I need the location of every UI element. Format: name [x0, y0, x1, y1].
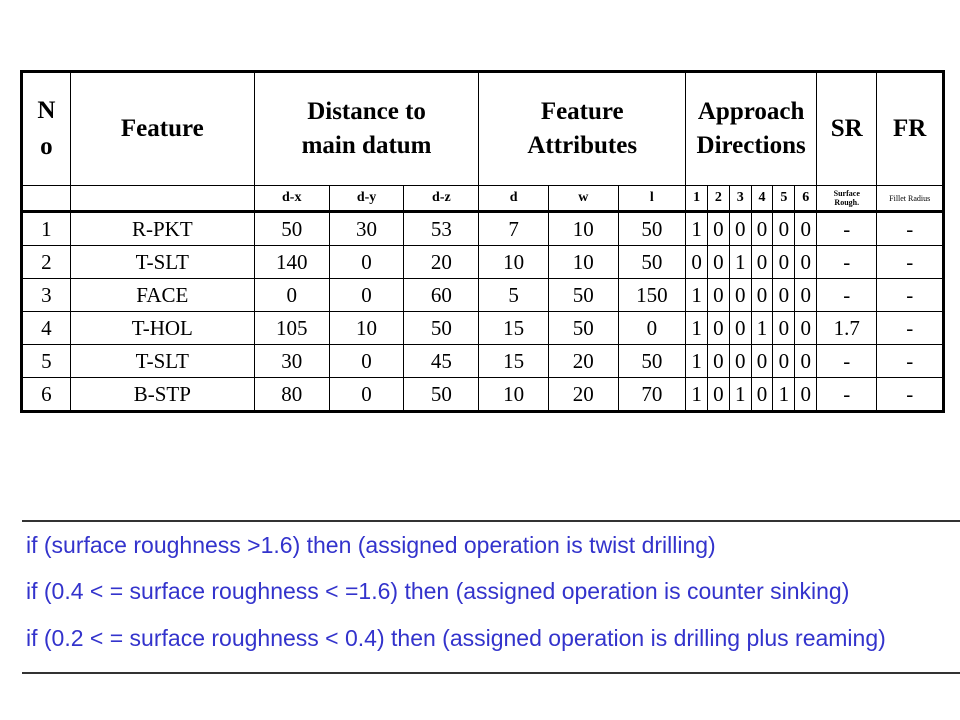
- cell-dz: 53: [404, 212, 479, 246]
- cell-dz: 50: [404, 378, 479, 412]
- cell-no: 5: [22, 345, 71, 378]
- feature-table: [20, 70, 945, 413]
- subheader-empty-feature: [70, 186, 254, 212]
- cell-l: 70: [618, 378, 686, 412]
- cell-dz: 20: [404, 246, 479, 279]
- subheader-dz: d-z: [404, 186, 479, 212]
- header-feature: Feature: [70, 72, 254, 186]
- cell-dy: 10: [329, 312, 404, 345]
- cell-feature: T-SLT: [70, 246, 254, 279]
- cell-w: 50: [548, 312, 618, 345]
- cell-dir5: 0: [773, 279, 795, 312]
- cell-dir5: 0: [773, 345, 795, 378]
- subheader-dir6: 6: [795, 186, 817, 212]
- table-subheader-row: [22, 186, 944, 212]
- cell-dir2: 0: [707, 312, 729, 345]
- cell-d: 10: [479, 246, 549, 279]
- rule-line: if (0.2 < = surface roughness < 0.4) then (assigned operation is drilling plus reaming): [26, 625, 886, 651]
- cell-dir4: 0: [751, 378, 773, 412]
- cell-sr: -: [817, 212, 877, 246]
- header-approach: Approach Directions: [686, 72, 817, 186]
- cell-w: 10: [548, 246, 618, 279]
- cell-dz: 50: [404, 312, 479, 345]
- cell-w: 20: [548, 345, 618, 378]
- cell-sr: -: [817, 246, 877, 279]
- cell-dir3: 1: [729, 378, 751, 412]
- cell-dir2: 0: [707, 279, 729, 312]
- cell-l: 50: [618, 212, 686, 246]
- cell-dir3: 0: [729, 345, 751, 378]
- cell-d: 15: [479, 312, 549, 345]
- cell-l: 0: [618, 312, 686, 345]
- cell-dz: 60: [404, 279, 479, 312]
- cell-dy: 0: [329, 378, 404, 412]
- table-row: [22, 378, 944, 412]
- cell-dy: 0: [329, 345, 404, 378]
- table-row: [22, 312, 944, 345]
- cell-feature: T-SLT: [70, 345, 254, 378]
- table-row: [22, 212, 944, 246]
- subheader-empty-no: [22, 186, 71, 212]
- cell-dir6: 0: [795, 212, 817, 246]
- subheader-fr: Fillet Radius: [877, 186, 944, 212]
- cell-feature: B-STP: [70, 378, 254, 412]
- table-body: [22, 212, 944, 412]
- cell-dx: 0: [254, 279, 329, 312]
- cell-dir6: 0: [795, 378, 817, 412]
- cell-dir6: 0: [795, 312, 817, 345]
- cell-dir4: 1: [751, 312, 773, 345]
- cell-dir4: 0: [751, 279, 773, 312]
- cell-dir2: 0: [707, 378, 729, 412]
- cell-dir6: 0: [795, 246, 817, 279]
- table-row: [22, 345, 944, 378]
- cell-feature: T-HOL: [70, 312, 254, 345]
- cell-fr: -: [877, 312, 944, 345]
- cell-dir1: 1: [686, 279, 708, 312]
- cell-fr: -: [877, 345, 944, 378]
- cell-dir4: 0: [751, 212, 773, 246]
- cell-dir1: 1: [686, 378, 708, 412]
- cell-dx: 30: [254, 345, 329, 378]
- header-distance: Distance to main datum: [254, 72, 479, 186]
- cell-w: 20: [548, 378, 618, 412]
- cell-dir4: 0: [751, 246, 773, 279]
- header-fr: FR: [877, 72, 944, 186]
- cell-dir3: 0: [729, 212, 751, 246]
- cell-dir2: 0: [707, 212, 729, 246]
- cell-sr: -: [817, 378, 877, 412]
- cell-dir1: 1: [686, 345, 708, 378]
- cell-no: 4: [22, 312, 71, 345]
- header-no: N o: [22, 72, 71, 186]
- subheader-dir4: 4: [751, 186, 773, 212]
- subheader-l: l: [618, 186, 686, 212]
- cell-l: 50: [618, 246, 686, 279]
- cell-sr: -: [817, 345, 877, 378]
- subheader-dir3: 3: [729, 186, 751, 212]
- cell-dir3: 0: [729, 279, 751, 312]
- cell-dir2: 0: [707, 345, 729, 378]
- cell-dir5: 0: [773, 212, 795, 246]
- rule-line: if (0.4 < = surface roughness < =1.6) then (assigned operation is counter sinking): [26, 578, 850, 604]
- cell-l: 50: [618, 345, 686, 378]
- cell-no: 2: [22, 246, 71, 279]
- cell-dir1: 0: [686, 246, 708, 279]
- cell-dx: 80: [254, 378, 329, 412]
- cell-d: 7: [479, 212, 549, 246]
- subheader-dy: d-y: [329, 186, 404, 212]
- cell-dy: 0: [329, 246, 404, 279]
- cell-dir5: 1: [773, 378, 795, 412]
- rules-panel: [22, 520, 960, 674]
- cell-dx: 50: [254, 212, 329, 246]
- cell-dir1: 1: [686, 212, 708, 246]
- cell-feature: R-PKT: [70, 212, 254, 246]
- rule-line: if (surface roughness >1.6) then (assigned operation is twist drilling): [26, 532, 716, 558]
- subheader-dir1: 1: [686, 186, 708, 212]
- cell-w: 50: [548, 279, 618, 312]
- cell-no: 6: [22, 378, 71, 412]
- cell-no: 3: [22, 279, 71, 312]
- subheader-w: w: [548, 186, 618, 212]
- cell-dx: 105: [254, 312, 329, 345]
- cell-dx: 140: [254, 246, 329, 279]
- cell-dz: 45: [404, 345, 479, 378]
- cell-fr: -: [877, 279, 944, 312]
- header-attributes: Feature Attributes: [479, 72, 686, 186]
- cell-dir1: 1: [686, 312, 708, 345]
- cell-sr: 1.7: [817, 312, 877, 345]
- cell-d: 10: [479, 378, 549, 412]
- cell-dir2: 0: [707, 246, 729, 279]
- cell-no: 1: [22, 212, 71, 246]
- cell-fr: -: [877, 212, 944, 246]
- subheader-dir5: 5: [773, 186, 795, 212]
- cell-dy: 0: [329, 279, 404, 312]
- header-sr: SR: [817, 72, 877, 186]
- subheader-sr: Surface Rough.: [817, 186, 877, 212]
- cell-feature: FACE: [70, 279, 254, 312]
- subheader-dx: d-x: [254, 186, 329, 212]
- cell-dir6: 0: [795, 345, 817, 378]
- cell-dir6: 0: [795, 279, 817, 312]
- cell-dir5: 0: [773, 246, 795, 279]
- cell-dir4: 0: [751, 345, 773, 378]
- cell-fr: -: [877, 246, 944, 279]
- cell-d: 15: [479, 345, 549, 378]
- cell-w: 10: [548, 212, 618, 246]
- cell-fr: -: [877, 378, 944, 412]
- subheader-d: d: [479, 186, 549, 212]
- subheader-dir2: 2: [707, 186, 729, 212]
- cell-dir3: 1: [729, 246, 751, 279]
- table-row: [22, 246, 944, 279]
- cell-dir3: 0: [729, 312, 751, 345]
- cell-dir5: 0: [773, 312, 795, 345]
- cell-d: 5: [479, 279, 549, 312]
- table-header-row: [22, 72, 944, 186]
- table-row: [22, 279, 944, 312]
- cell-l: 150: [618, 279, 686, 312]
- cell-sr: -: [817, 279, 877, 312]
- cell-dy: 30: [329, 212, 404, 246]
